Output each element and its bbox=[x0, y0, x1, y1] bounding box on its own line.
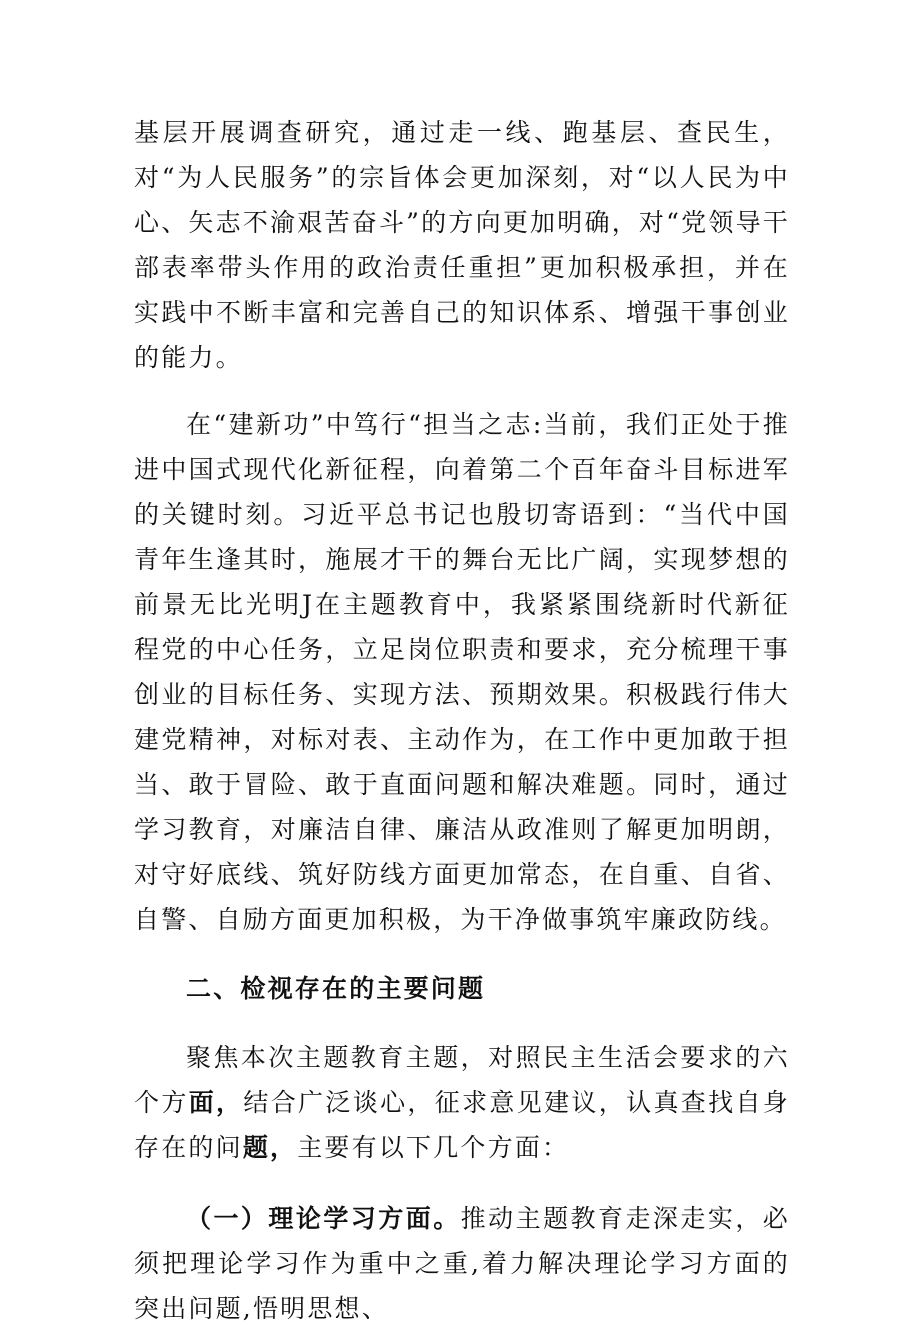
document-body bbox=[134, 110, 790, 1331]
subsection-lead: （一）理论学习方面。 bbox=[186, 1204, 461, 1233]
paragraph-3-bold-b: 题， bbox=[242, 1133, 298, 1162]
paragraph-3-text-c: 主要有以下几个方面： bbox=[297, 1133, 570, 1162]
paragraph-3-text-a: 聚焦本次主题教育主题，对照民主生活会要求的六个方 bbox=[134, 1043, 790, 1117]
paragraph-3 bbox=[134, 1035, 790, 1170]
paragraph-4 bbox=[134, 1196, 790, 1331]
paragraph-2: 在“建新功”中笃行“担当之志:当前，我们正处于推进中国式现代化新征程，向着第二个百年奋斗目标进军的关键时刻。习近平总书记也殷切寄语到：“当代中国青年生逢其时，施展才干的舞台无比广阔，实现梦想的前景无比光明J在主题教育中，我紧紧围绕新时代新征程党的中心任务，立足岗位职责和要求，充分梳理干事创业的目标任务、实现方法、预期效果。积极践行伟大建党精神，对标对表、主动作为，在工作中更加敢于担当、敢于冒险、敢于直面问题和解决难题。同时，通过学习教育，对廉洁自律、廉洁从政准则了解更加明朗，对守好底线、筑好防线方面更加常态，在自重、自省、自警、自励方面更加积极，为干净做事筑牢廉政防线。 bbox=[134, 410, 790, 934]
paragraph-1: 基层开展调查研究，通过走一线、跑基层、查民生，对“为人民服务”的宗旨体会更加深刻，对“以人民为中心、矢志不渝艰苦奋斗”的方向更加明确，对“党领导干部表率带头作用的政治责任重担”更加积极承担，并在实践中不断丰富和完善自己的知识体系、增强干事创业的能力。 bbox=[134, 118, 790, 372]
paragraph-4-text: 推动主题教育走深走实，必须把理论学习作为重中之重,着力解决理论学习方面的突出问题,悟明思想、 bbox=[134, 1204, 790, 1323]
paragraph-3-bold-a: 面， bbox=[188, 1088, 244, 1117]
section-heading: 二、检视存在的主要问题 bbox=[186, 974, 486, 1003]
paragraph-3-text-b: 结合广泛谈心，征求意见建议，认真查找自身存在的问 bbox=[134, 1088, 790, 1162]
